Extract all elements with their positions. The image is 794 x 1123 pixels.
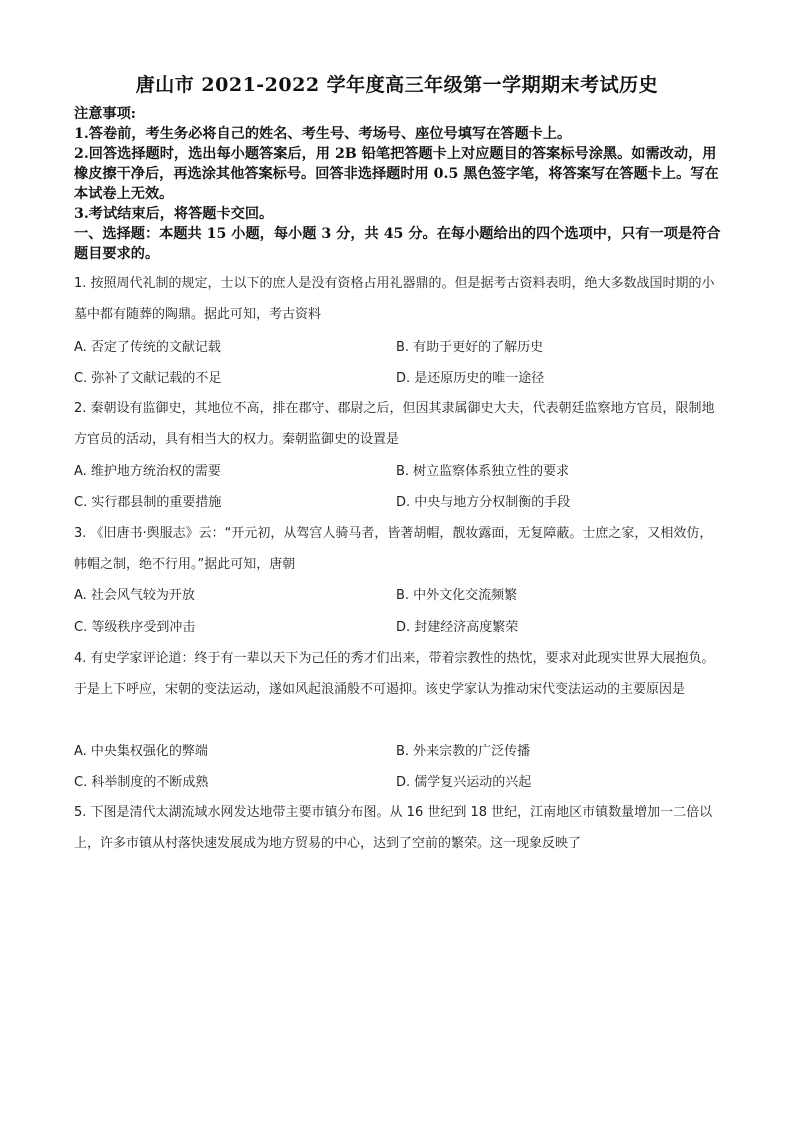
question-4-option-a: A. 中央集权强化的弊端 [74, 744, 208, 759]
question-1-option-a: A. 否定了传统的文献记载 [74, 340, 221, 355]
question-2-option-c: C. 实行郡县制的重要措施 [74, 495, 222, 510]
question-1-stem: 1. 按照周代礼制的规定，士以下的庶人是没有资格占用礼器鼎的。但是据考古资料表明，绝大多数战国时期的小墓中都有随葬的陶鼎。据此可知，考古资料 [74, 276, 715, 322]
notice-item-1: 1.答卷前，考生务必将自己的姓名、考生号、考场号、座位号填写在答题卡上。 [74, 126, 572, 142]
question-2-stem: 2. 秦朝设有监御史，其地位不高，排在郡守、郡尉之后，但因其隶属御史大夫，代表朝廷监察地方官员，限制地方官员的活动，具有相当大的权力。秦朝监御史的设置是 [74, 401, 715, 447]
question-3-option-b: B. 中外文化交流频繁 [396, 588, 518, 603]
question-1 [74, 268, 724, 330]
question-3-option-c: C. 等级秩序受到冲击 [74, 620, 196, 635]
notice-heading: 注意事项: [74, 106, 136, 122]
exam-title: 唐山市 2021-2022 学年度高三年级第一学期期末考试历史 [135, 74, 659, 96]
question-2-option-b: B. 树立监察体系独立性的要求 [396, 464, 570, 479]
question-3 [74, 518, 724, 580]
question-2-option-a: A. 维护地方统治权的需要 [74, 464, 221, 479]
section-heading: 一、选择题：本题共 15 小题，每小题 3 分，共 45 分。在每小题给出的四个选项中，只有一项是符合题目要求的。 [74, 226, 721, 262]
question-2 [74, 393, 724, 455]
notice-item-2: 2.回答选择题时，选出每小题答案后，用 2B 铅笔把答题卡上对应题目的答案标号涂黑。如需改动，用橡皮擦干净后，再选涂其他答案标号。回答非选择题时用 0.5 黑色签字笔，将答案写在答题卡上。写在本试卷上无效。 [74, 146, 719, 202]
question-1-option-d: D. 是还原历史的唯一途径 [396, 371, 545, 386]
question-4-stem: 4. 有史学家评论道：终于有一辈以天下为己任的秀才们出来，带着宗教性的热忱，要求对此现实世界大展抱负。于是上下呼应，宋朝的变法运动，遂如风起浪涌般不可遏抑。该史学家认为推动宋代变法运动的主要原因是 [74, 651, 715, 697]
question-3-stem: 3. 《旧唐书·舆服志》云：“开元初，从驾宫人骑马者，皆著胡帽，靓妆露面，无复障蔽。士庶之家，又相效仿，帏帽之制，绝不行用。”据此可知，唐朝 [74, 526, 713, 572]
question-1-option-c: C. 弥补了文献记载的不足 [74, 371, 222, 386]
question-5-stem: 5. 下图是清代太湖流域水网发达地带主要市镇分布图。从 16 世纪到 18 世纪，江南地区市镇数量增加一二倍以上，许多市镇从村落快速发展成为地方贸易的中心，达到了空前的繁荣。这一现象反映了 [74, 805, 713, 851]
question-3-option-d: D. 封建经济高度繁荣 [396, 620, 519, 635]
notice-block [74, 104, 724, 264]
question-4-option-c: C. 科举制度的不断成熟 [74, 775, 209, 790]
question-3-option-a: A. 社会风气较为开放 [74, 588, 195, 603]
question-2-option-d: D. 中央与地方分权制衡的手段 [396, 495, 571, 510]
notice-item-3: 3.考试结束后，将答题卡交回。 [74, 206, 274, 222]
question-5 [74, 797, 724, 859]
question-4 [74, 643, 724, 705]
question-1-option-b: B. 有助于更好的了解历史 [396, 340, 544, 355]
question-4-option-b: B. 外来宗教的广泛传播 [396, 744, 531, 759]
question-4-option-d: D. 儒学复兴运动的兴起 [396, 775, 532, 790]
